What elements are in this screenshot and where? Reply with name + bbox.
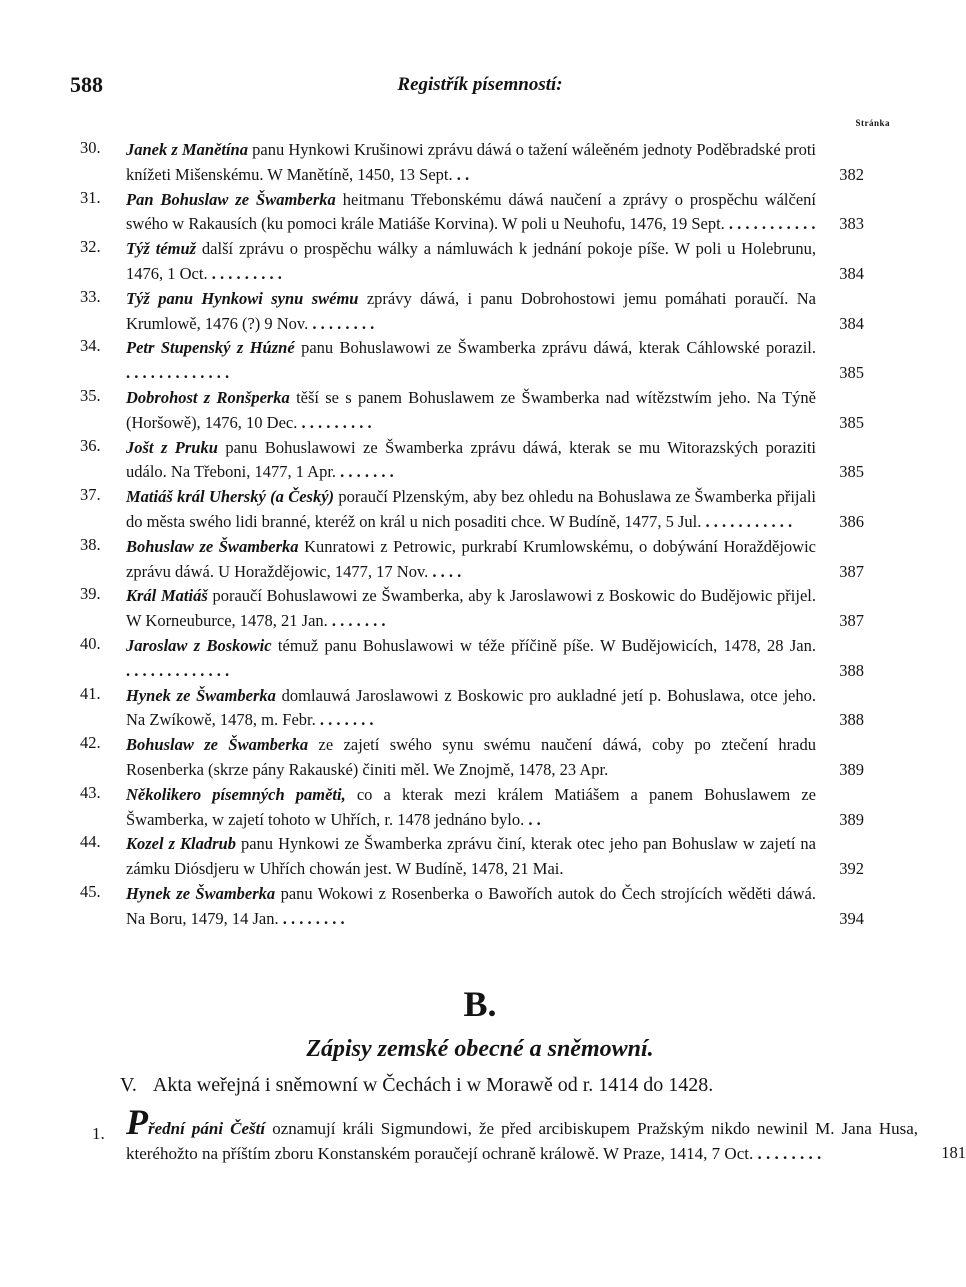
entry-text: ze zajetí swého synu swému naučení dáwá, coby po ztečení hradu Rosenberka (skrze pány Rakauské) činiti měl. We Znojmě, 1478, 23 Apr. [126,735,816,779]
register-entry [72,584,864,634]
entry-lead: Týž panu Hynkowi synu swému [126,288,359,308]
entry-text: panu Hynkowi Krušinowi zprávu dáwá o tažení wáleěném jednoty Poděbradské proti knížeti Mišenskému. W Manětíně, 1450, 13 Sept. [126,140,817,184]
register-entry [72,386,864,436]
leader-dots: . . . . . . . . [312,313,375,333]
entry-number: 34. [80,336,101,356]
leader-dots: . . . . . . . . [757,1144,822,1163]
register-entry [72,287,864,337]
register-entry [72,237,864,287]
entry-lead: Pan Bohuslaw ze Šwamberka [126,189,336,209]
entry-text: Kunratowi z Petrowic, purkrabí Krumlowskému, o dobýwání Horaždějowic zprávu dáwá. U Horaždějowic, 1477, 17 Nov. [126,536,816,581]
entry-lead: Bohuslaw ze Šwamberka [126,735,309,755]
entry-text: panu Hynkowi ze Šwamberka zprávu činí, kterak otec jeho pan Bohuslaw w zajetí na zámku Diósdjeru w Uhřích chowán jest. W Budíně, 1478, 21 Mai. [126,834,817,879]
entry-body [126,733,816,783]
entry-text: další zprávu o prospěchu wálky a námluwách k jednání pokoje píše. W poli u Holebrunu, 1476, 1 Oct. [126,239,816,283]
leader-dots: . . . . . . . . . . . [728,214,816,234]
register-entry [72,336,864,386]
register-entry [72,783,864,833]
register-entry [72,684,864,734]
entry-text: heitmanu Třebonskému dáwá naučení a zprávy o prospěchu wálčení swého w Rakausích (ku pomoci krále Matiáše Korvina). W poli u Neuhofu, 1476, 19 Sept. [126,189,816,234]
entry-lead: Bohuslaw ze Šwamberka [126,536,299,556]
entry-number: 43. [80,782,101,802]
entry-body [126,783,816,833]
entry-body [126,882,816,932]
entry-lead: Několikero písemných paměti, [126,784,346,804]
entry-body [126,336,816,386]
entry-text: domlauwá Jaroslawowi z Boskowic pro aukladné jetí p. Bohuslawa, otce jeho. Na Zwíkowě, 1478, m. Febr. [126,685,816,730]
leader-dots: . . . . . . . . . [211,263,282,283]
leader-dots: . . [528,809,541,829]
entry-lead: Týž témuž [126,239,197,259]
entry-body [126,832,816,882]
entry-lead: řední páni Čeští [148,1119,266,1138]
entry-number: 31. [80,187,101,207]
drop-cap: P [126,1102,148,1142]
entry-body [126,386,816,436]
page-header [70,72,890,102]
entry-body [126,436,816,486]
entry-lead: Král Matiáš [126,586,208,606]
entry-number: 41. [80,683,101,703]
entry-final [72,1102,966,1166]
entry-lead: Petr Stupenský z Húzné [126,338,295,358]
entry-page-ref: 181 [941,1143,966,1163]
leader-dots: . . . . . . . [319,710,374,730]
entry-text: oznamují králi Sigmundowi, že před arcibiskupem Pražským nikdo newinil M. Jana Husa, kteréhožto na příštím zboru Konstanském poraučejí ochraně králowě. W Praze, 1414, 7 Oct. [126,1119,919,1163]
entry-body [126,584,816,634]
entry-number: 32. [80,237,101,257]
register-entry [72,733,864,783]
section-letter: B. [463,984,497,1024]
entry-page-ref: 382 [839,164,864,184]
register-entry [72,138,864,188]
entry-number: 45. [80,881,101,901]
entry-text: témuž panu Bohuslawowi w téže příčině píše. W Budějowicích, 1478, 28 Jan. [277,635,816,655]
leader-dots: . . . . . . . [331,611,386,631]
register-entry [72,634,864,684]
entry-body [126,1102,919,1166]
entry-lead: Hynek ze Šwamberka [126,883,276,903]
register-entries [72,138,864,932]
entry-text: zprávy dáwá, i panu Dobrohostowi jemu pomáhati poraučí. Na Krumlowě, 1476 (?) 9 Nov. [126,288,817,333]
leader-dots: . . . . . . . . . . . . . [126,660,230,680]
entry-page-ref: 387 [839,561,864,581]
entry-body [126,138,816,188]
register-entry [72,436,864,486]
subsection-roman: V. [120,1074,137,1096]
running-title: Registřík písemností: [397,74,563,95]
entry-body [126,485,816,535]
register-entry [72,485,864,535]
subsection-heading [120,1074,890,1097]
leader-dots: . . [456,164,470,184]
register-entry [72,882,864,932]
entry-page-ref: 384 [839,263,864,283]
entry-body [126,287,816,337]
entry-lead: Janek z Manětína [126,140,248,159]
entry-number: 44. [80,832,101,852]
leader-dots: . . . . [432,561,462,581]
entry-number: 39. [80,584,101,604]
entry-number: 37. [80,485,101,505]
entry-page-ref: 394 [839,908,864,928]
register-entry [72,535,864,585]
entry-text: panu Bohuslawowi ze Šwamberka zprávu dáwá, kterak Cáhlowské porazil. [301,338,816,358]
entry-body [126,237,816,287]
entry-body [126,188,816,238]
entry-text: co a kterak mezi králem Matiášem a panem Bohuslawem ze Šwamberka, w zajetí tohoto w Uhřích, r. 1478 jednáno bylo. [126,784,816,829]
leader-dots: . . . . . . . . . . . [705,511,793,531]
subsection-title: Akta weřejná i sněmowní w Čechách i w Morawě od r. 1414 do 1428. [152,1074,714,1096]
entry-lead: Hynek ze Šwamberka [126,685,276,705]
page-column-label: Stránka [855,118,890,128]
entry-body [126,634,816,684]
leader-dots: . . . . . . . [340,462,394,482]
entry-page-ref: 386 [839,511,864,531]
entry-number: 36. [80,435,101,455]
page-number: 588 [70,72,103,97]
entry-page-ref: 387 [839,611,864,631]
entry-number: 40. [80,633,101,653]
entry-lead: Dobrohost z Ronšperka [126,387,290,407]
entry-lead: Matiáš král Uherský (a Český) [126,487,335,507]
section-title: Zápisy zemské obecné a sněmowní. [306,1036,654,1062]
entry-lead: Jaroslaw z Boskowic [126,635,272,655]
entry-page-ref: 385 [839,412,864,432]
entry-page-ref: 389 [839,809,864,829]
entry-page-ref: 388 [839,660,864,680]
entry-number: 38. [80,534,101,554]
entry-number: 30. [80,138,101,157]
entry-body [126,535,816,585]
register-entry [72,188,864,238]
entry-text: panu Bohuslawowi ze Šwamberka zprávu dáwá, kterak se mu Witorazských poraziti událo. Na Třeboni, 1477, 1 Apr. [126,437,817,482]
entry-page-ref: 383 [839,214,864,234]
entry-body [126,684,816,734]
entry-page-ref: 385 [839,462,864,482]
register-entry [72,832,864,882]
entry-page-ref: 388 [839,710,864,730]
entry-text: těší se s panem Bohuslawem ze Šwamberka nad wítězstwím jeho. Na Týně (Horšowě), 1476, 10 Dec. [126,387,816,432]
entry-lead: Kozel z Kladrub [126,834,236,854]
entry-page-ref: 384 [839,313,864,333]
entry-number: 35. [80,385,101,405]
entry-text: poraučí Bohuslawowi ze Šwamberka, aby k Jaroslawowi z Boskowic do Budějowic přijel. W Korneuburce, 1478, 21 Jan. [126,586,816,631]
leader-dots: . . . . . . . . . . . . . [126,363,230,383]
entry-text: poraučí Plzenským, aby bez ohledu na Bohuslawa ze Šwamberka přijali do města swého lidi branné, kteréž on král u nich posaditi chce. W Budíně, 1477, 5 Jul. [126,487,817,531]
entry-number: 33. [80,286,101,306]
entry-page-ref: 389 [839,759,864,779]
entry-page-ref: 392 [839,859,864,879]
entry-page-ref: 385 [839,363,864,383]
entry-text: panu Wokowi z Rosenberka o Bawořích autok do Čech strojících wěděti dáwá. Na Boru, 1479, 14 Jan. [126,883,816,928]
leader-dots: . . . . . . . . . [301,412,372,432]
entry-number: 1. [92,1124,105,1143]
entry-lead: Jošt z Pruku [126,437,218,457]
leader-dots: . . . . . . . . [282,908,345,928]
entry-number: 42. [80,733,101,753]
